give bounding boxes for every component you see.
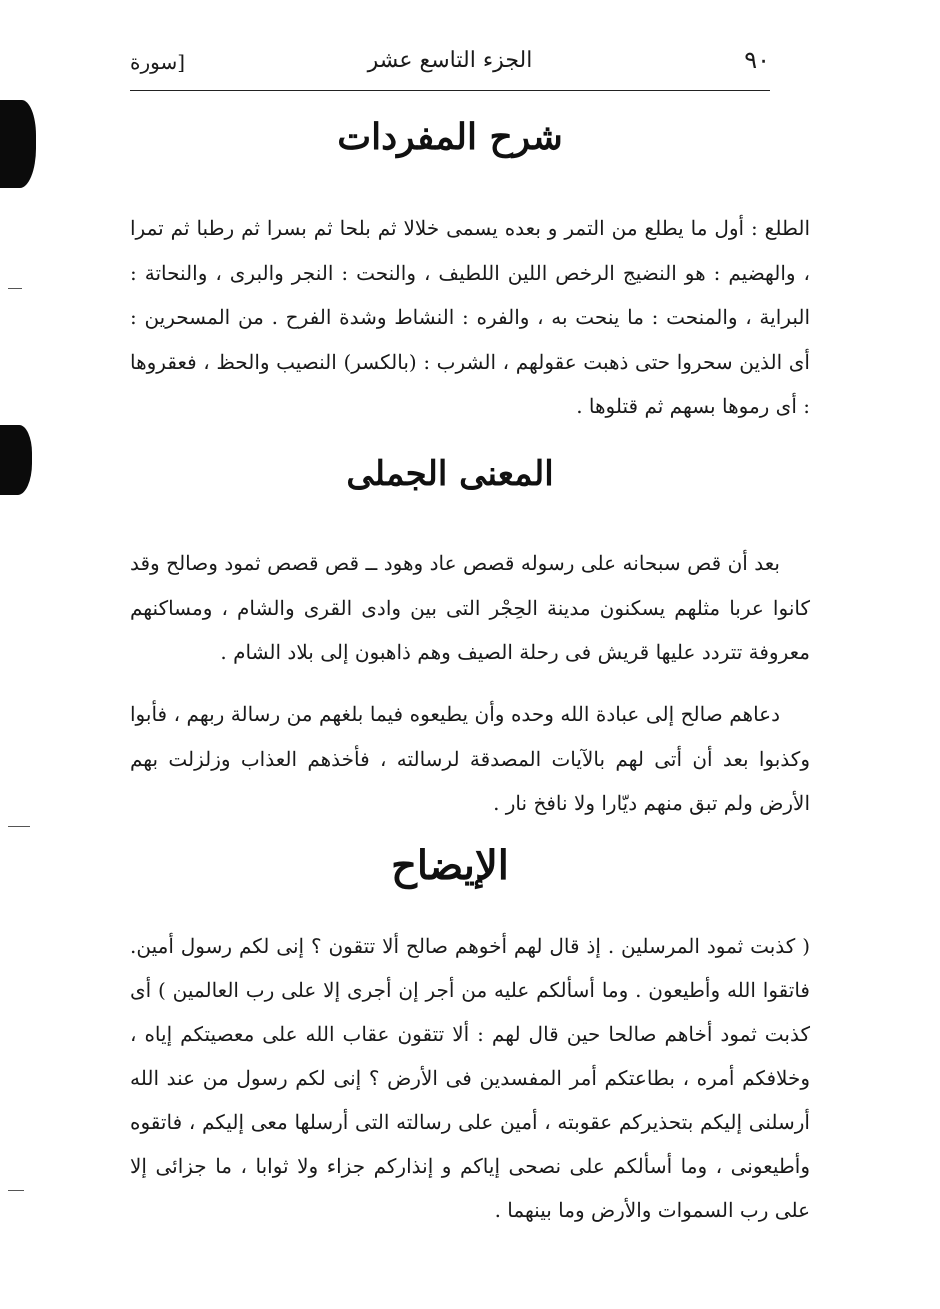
margin-mark bbox=[8, 288, 22, 289]
summary-paragraph: دعاهم صالح إلى عبادة الله وحده وأن يطيعوه فيما بلغهم من رسالة ربهم ، فأبوا وكذبوا بعد أن أتى لهم بالآيات المصدقة لرسالته ، فأخذهم العذاب وزلزلت بهم الأرض ولم تبق منهم ديّارا ولا نافخ نار . bbox=[130, 702, 810, 815]
margin-mark bbox=[8, 826, 30, 827]
scan-artifact bbox=[0, 100, 36, 188]
page-header bbox=[130, 46, 770, 91]
running-title: الجزء التاسع عشر bbox=[367, 48, 533, 73]
summary-paragraph: بعد أن قص سبحانه على رسوله قصص عاد وهود ــ قص قصص ثمود وصالح وقد كانوا عربا مثلهم يسكنون مدينة الحِجْر التى بين وادى القرى والشام ، ومساكنهم معروفة تتردد عليها قريش فى رحلة الصيف وهم ذاهبون إلى بلاد الشام . bbox=[130, 551, 810, 664]
margin-mark bbox=[8, 1190, 24, 1191]
explanation-paragraph: ( كذبت ثمود المرسلين . إذ قال لهم أخوهم صالح ألا تتقون ؟ إنى لكم رسول أمين. فاتقوا الله وأطيعون . وما أسألكم عليه من أجر إن أجرى إلا على رب العالمين ) أى كذبت ثمود أخاهم صالحا حين قال لهم : ألا تتقون عقاب الله على معصيتكم إياه ، وخلافكم أمره ، بطاعتكم أمر المفسدين فى الأرض ؟ إنى لكم رسول من عند الله أرسلنى إليكم بتحذيركم عقوبته ، أمين على رسالته التى أرسلها معى إليكم ، فاتقوه وأطيعونى ، وما أسألكم على نصحى إياكم و إنذاركم جزاء ولا ثوابا ، ما جزائى إلا على رب السموات والأرض وما بينهما . bbox=[130, 934, 810, 1222]
scan-artifact bbox=[0, 425, 32, 495]
vocabulary-paragraph: الطلع : أول ما يطلع من التمر و بعده يسمى خلالا ثم بلحا ثم بسرا ثم رطبا ثم تمرا ، والهضيم : هو النضيج الرخص اللين اللطيف ، والنحت : النجر والبرى ، والنحاتة : البراية ، والمنحت : ما ينحت به ، والفره : النشاط وشدة الفرح . من المسحرين : أى الذين سحروا حتى ذهبت عقولهم ، الشرب : (بالكسر) النصيب والحظ ، فعقروها : أى رموها بسهم ثم قتلوها . bbox=[130, 216, 810, 418]
surah-label: [سورة bbox=[130, 50, 186, 74]
section-title-summary: المعنى الجملى bbox=[346, 454, 554, 494]
section-title-vocabulary: شرح المفردات bbox=[337, 116, 563, 158]
page-number: ٩٠ bbox=[744, 46, 770, 74]
section-title-explanation: الإيضاح bbox=[391, 842, 509, 889]
